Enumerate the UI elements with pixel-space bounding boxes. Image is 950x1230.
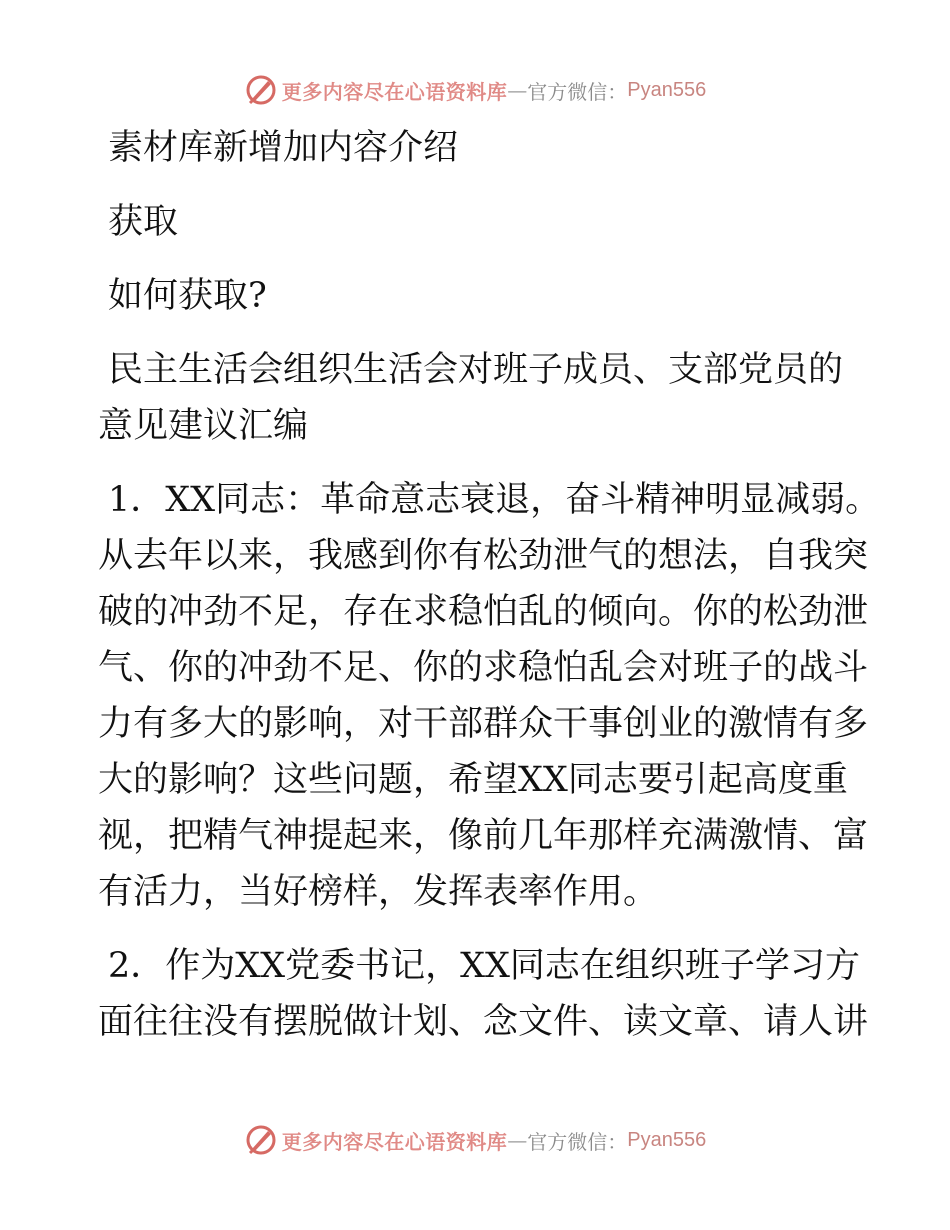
banner-wechat-id: Pyan556 [627, 78, 707, 101]
banner-wechat-label: 官方微信： [527, 79, 628, 104]
logo-icon [244, 1123, 278, 1157]
banner-separator: — [507, 1128, 528, 1152]
paragraph-line: 力有多大的影响，对干部群众干事创业的激情有多 [98, 704, 869, 744]
paragraph-line: 气、你的冲劲不足、你的求稳怕乱会对班子的战斗 [98, 648, 869, 688]
banner-text: 更多内容尽在心语资料库 [281, 79, 508, 104]
document-body [98, 120, 881, 1050]
paragraph-line: 破的冲劲不足，存在求稳怕乱的倾向。你的松劲泄 [98, 592, 869, 632]
paragraph-item-2 [98, 938, 869, 1050]
banner-separator: — [507, 78, 528, 102]
paragraph-line: 从去年以来，我感到你有松劲泄气的想法，自我突 [98, 536, 869, 576]
banner-wechat-id: Pyan556 [627, 1128, 707, 1151]
paragraph-line: 有活力，当好榜样，发挥表率作用。 [98, 872, 659, 912]
paragraph-line: 面往往没有摆脱做计划、念文件、读文章、请人讲 [98, 1002, 869, 1042]
paragraph-line: 1．XX同志：革命意志衰退，奋斗精神明显减弱。 [108, 480, 881, 520]
logo-icon [244, 73, 278, 107]
heading-intro: 素材库新增加内容介绍 [108, 128, 459, 168]
document-title [98, 342, 850, 454]
paragraph-line: 大的影响？这些问题，希望XX同志要引起高度重 [98, 760, 848, 800]
banner-wechat-label: 官方微信： [527, 1129, 628, 1154]
banner-text: 更多内容尽在心语资料库 [281, 1129, 508, 1154]
heading-how-to-get: 如何获取? [108, 276, 267, 316]
paragraph-line: 2．作为XX党委书记，XX同志在组织班子学习方 [108, 946, 860, 986]
title-line: 意见建议汇编 [98, 406, 309, 446]
paragraph-item-1 [98, 472, 881, 920]
header-banner [0, 70, 950, 110]
heading-get: 获取 [108, 202, 179, 242]
footer-banner [0, 1120, 950, 1160]
paragraph-line: 视，把精气神提起来，像前几年那样充满激情、富 [98, 816, 869, 856]
title-line: 民主生活会组织生活会对班子成员、支部党员的 [108, 350, 844, 390]
